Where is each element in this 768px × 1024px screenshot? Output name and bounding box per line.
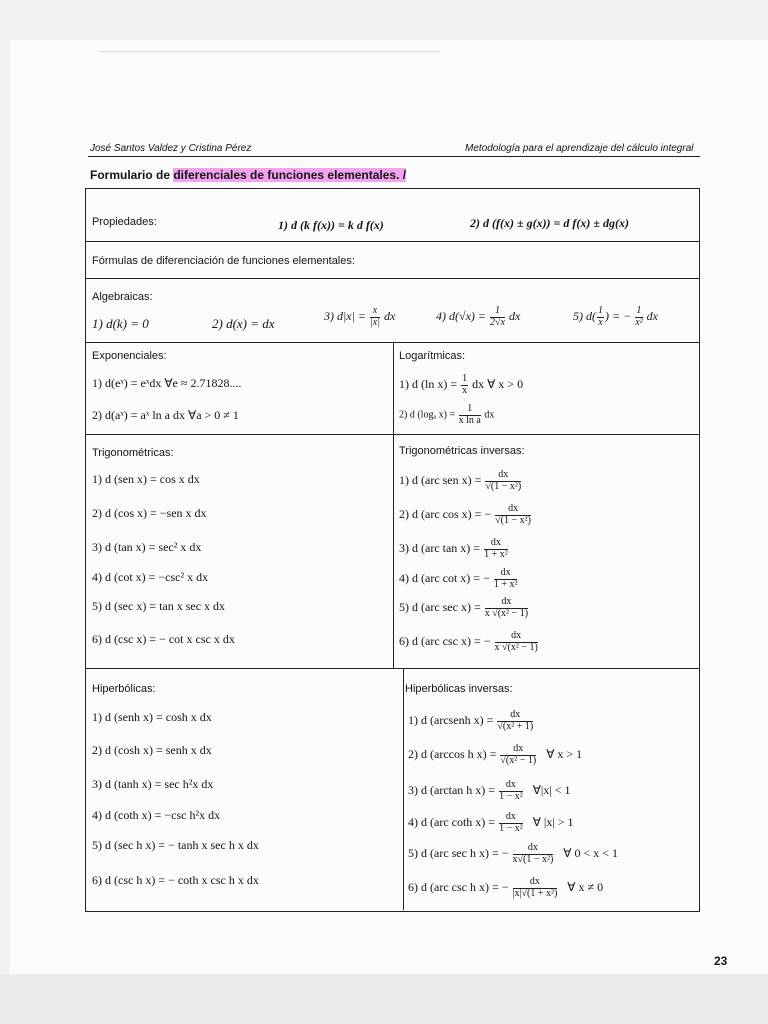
inverse-trig-formula: 5) d (arc sec x) = $\frac{dx}{\text{x √(x² − 1)}}$ <box>399 596 529 619</box>
running-header-book-title: Metodología para el aprendizaje del cálculo integral <box>465 143 694 154</box>
trig-formula: 5) d (sec x) = tan x sec x dx <box>92 599 226 613</box>
exponential-label: Exponenciales: <box>92 350 167 362</box>
inverse-hyperbolic-formula: 5) d (arc sec h x) = − $\frac{dx}{\text{x√(1 − x²)}}$ ∀ 0 < x < 1 <box>408 842 619 865</box>
page-bottom-edge <box>0 974 768 1024</box>
title-prefix: Formulario de <box>90 168 174 182</box>
page-number: 23 <box>714 954 728 968</box>
formulas-heading: Fórmulas de diferenciación de funciones elementales: <box>92 255 355 267</box>
hyperbolic-formula: 6) d (csc h x) = − coth x csc h x dx <box>92 873 259 887</box>
inverse-hyperbolic-label: Hiperbólicas inversas: <box>405 683 513 695</box>
algebraic-formula-5: 5) d( $\frac{1}{x}$ ) = − $\frac{1}{\text{x²}}$ dx <box>573 305 658 328</box>
inverse-trig-formula: 1) d (arc sen x) = $\frac{dx}{\text{√(1 − x²)}}$ <box>399 469 522 492</box>
trig-formula: 1) d (sen x) = cos x dx <box>92 472 200 486</box>
hyperbolic-formula: 2) d (cosh x) = senh x dx <box>92 743 212 757</box>
inverse-hyperbolic-formula: 6) d (arc csc h x) = − $\frac{dx}{\text{|x|√(1 + x²)}}$ ∀ x ≠ 0 <box>408 876 604 899</box>
algebraic-formula-2: 2) d(x) = dx <box>212 316 275 331</box>
property-formula-1: 1) d (k f(x)) = k d f(x) <box>278 218 384 232</box>
inverse-trig-formula: 4) d (arc cot x) = − $\frac{dx}{\text{1 + x²}}$ <box>399 567 518 590</box>
inverse-hyperbolic-formula: 1) d (arcsenh x) = $\frac{dx}{\text{√(x² + 1)}}$ <box>408 709 534 732</box>
section-title <box>90 168 406 182</box>
trig-formula: 4) d (cot x) = −csc² x dx <box>92 570 209 584</box>
row-divider <box>85 668 699 669</box>
hyperbolic-formula: 4) d (coth x) = −csc h²x dx <box>92 808 221 822</box>
column-divider <box>403 668 404 910</box>
inverse-hyperbolic-formula: 4) d (arc coth x) = $\frac{dx}{\text{1 − x²}}$ ∀ |x| > 1 <box>408 811 574 834</box>
inverse-trig-formula: 6) d (arc csc x) = − $\frac{dx}{\text{x √(x² − 1)}}$ <box>399 630 538 653</box>
inverse-hyperbolic-formula: 3) d (arctan h x) = $\frac{dx}{\text{1 − x²}}$ ∀|x| < 1 <box>408 779 571 802</box>
running-header-authors: José Santos Valdez y Cristina Pérez <box>90 143 252 154</box>
row-divider <box>85 241 699 242</box>
logarithmic-formula-2: 2) d (logₐ x) = $\frac{1}{\text{x ln a}}$ dx <box>399 403 495 426</box>
algebraic-formula-4: 4) d(√x) = $\frac{1}{2√x}$ dx <box>436 305 521 328</box>
inverse-trig-label: Trigonométricas inversas: <box>399 445 525 457</box>
algebraic-formula-3: 3) d|x| = $\frac{x}{|x|}$ dx <box>324 305 396 328</box>
trig-formula: 2) d (cos x) = −sen x dx <box>92 506 207 520</box>
trig-formula: 6) d (csc x) = − cot x csc x dx <box>92 632 235 646</box>
top-divider <box>100 51 440 52</box>
property-formula-2: 2) d (f(x) ± g(x)) = d f(x) ± dg(x) <box>470 216 629 230</box>
exponential-formula-2: 2) d(aˣ) = aˣ ln a dx ∀a > 0 ≠ 1 <box>92 408 239 422</box>
properties-label: Propiedades: <box>92 216 157 228</box>
trig-label: Trigonométricas: <box>92 447 174 459</box>
column-divider <box>393 342 394 668</box>
row-divider <box>85 278 699 279</box>
header-rule <box>88 156 700 157</box>
highlight-mark: / <box>402 168 407 182</box>
algebraic-formula-1: 1) d(k) = 0 <box>92 316 149 331</box>
trig-formula: 3) d (tan x) = sec² x dx <box>92 540 202 554</box>
exponential-formula-1: 1) d(eˣ) = eˣdx ∀e ≈ 2.71828.... <box>92 376 242 390</box>
hyperbolic-label: Hiperbólicas: <box>92 683 156 695</box>
hyperbolic-formula: 1) d (senh x) = cosh x dx <box>92 710 212 724</box>
row-divider <box>85 342 699 343</box>
hyperbolic-formula: 3) d (tanh x) = sec h²x dx <box>92 777 214 791</box>
algebraic-label: Algebraicas: <box>92 291 153 303</box>
inverse-trig-formula: 2) d (arc cos x) = − $\frac{dx}{\text{√(1 − x²)}}$ <box>399 503 531 526</box>
inverse-trig-formula: 3) d (arc tan x) = $\frac{dx}{\text{1 + x²}}$ <box>399 537 508 560</box>
logarithmic-label: Logarítmicas: <box>399 350 466 362</box>
inverse-hyperbolic-formula: 2) d (arccos h x) = $\frac{dx}{\text{√(x² − 1)}}$ ∀ x > 1 <box>408 743 583 766</box>
row-divider <box>85 434 699 435</box>
title-highlighted-text: diferenciales de funciones elementales. / <box>173 168 407 182</box>
hyperbolic-formula: 5) d (sec h x) = − tanh x sec h x dx <box>92 838 259 852</box>
logarithmic-formula-1: 1) d (ln x) = $\frac{1}{x}$ dx ∀ x > 0 <box>399 373 524 396</box>
